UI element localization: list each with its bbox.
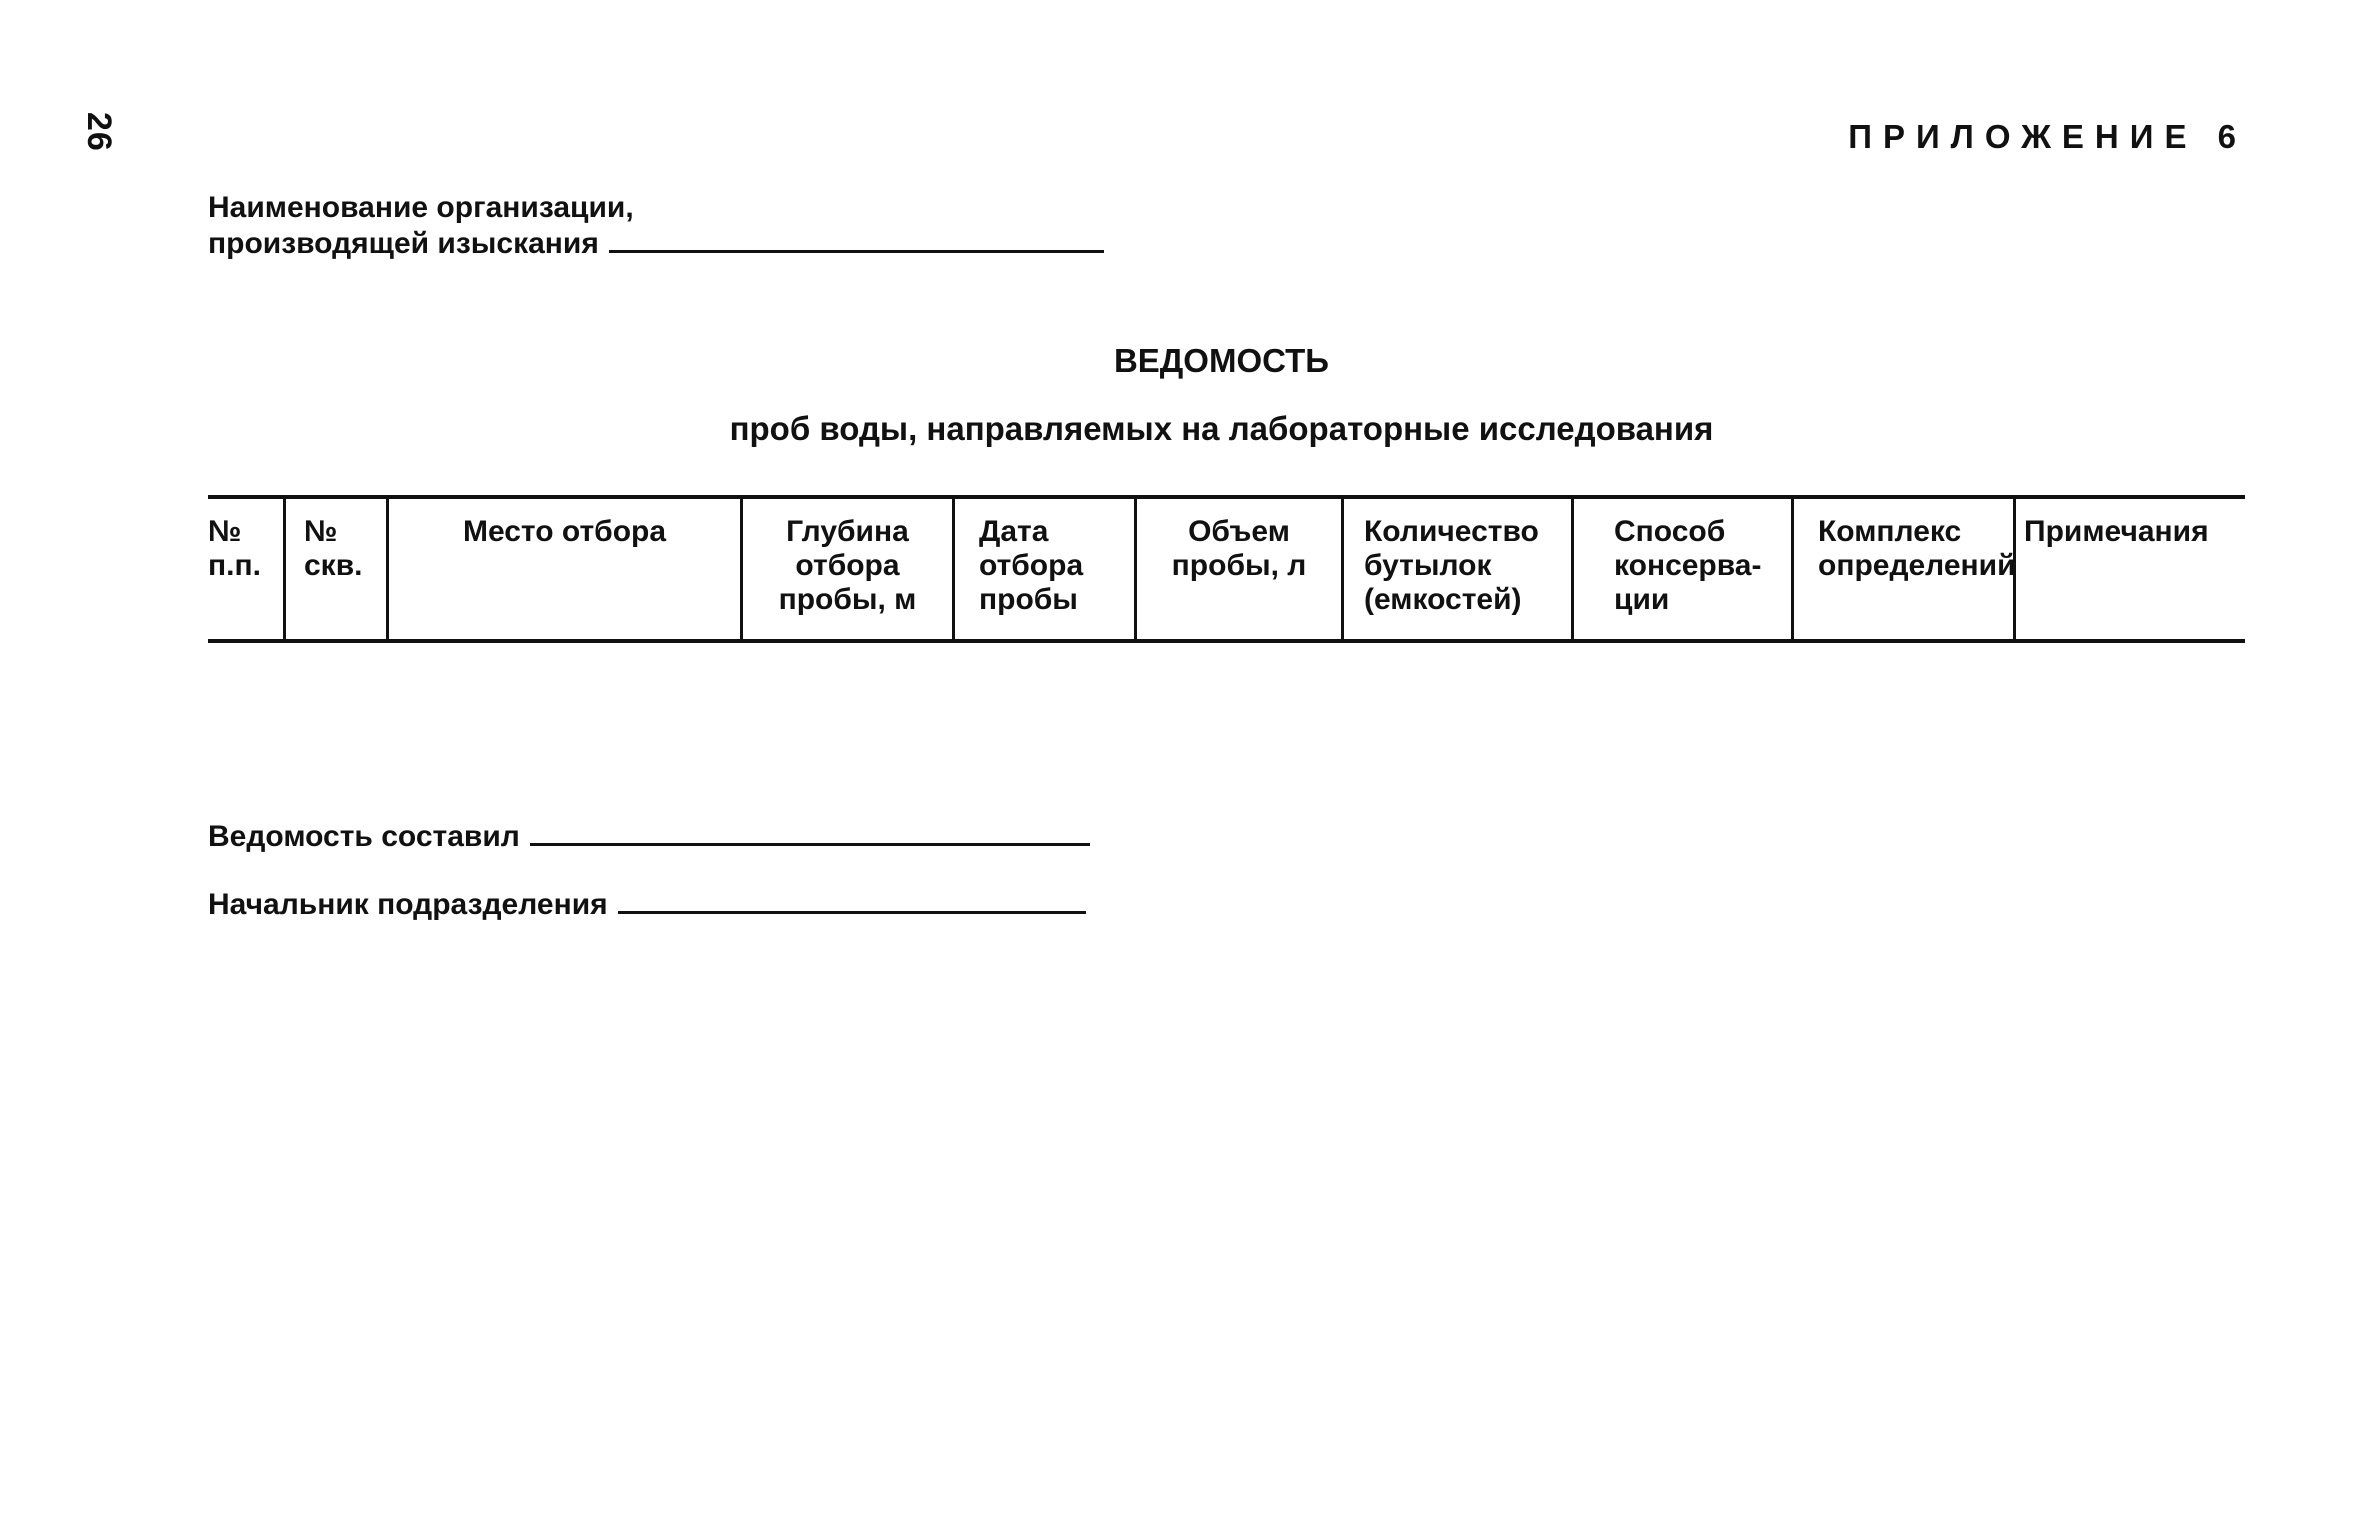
head-of-unit-field bbox=[208, 888, 1086, 922]
document-subtitle: проб воды, направляемых на лабораторные исследования bbox=[729, 410, 1714, 447]
organization-label-line1: Наименование организации, bbox=[208, 191, 634, 224]
column-header-well-number: № скв. bbox=[286, 499, 389, 639]
column-header-row-number: № п.п. bbox=[208, 499, 286, 639]
organization-field bbox=[208, 190, 1104, 262]
column-header-volume: Объем пробы, л bbox=[1137, 499, 1344, 639]
column-header-date: Дата отбора пробы bbox=[955, 499, 1137, 639]
compiled-by-label: Ведомость составил bbox=[208, 820, 520, 853]
column-header-preservation: Способ консерва- ции bbox=[1574, 499, 1794, 639]
organization-label-line2: производящей изыскания bbox=[208, 227, 599, 260]
column-header-bottle-count: Количество бутылок (емкостей) bbox=[1344, 499, 1574, 639]
head-of-unit-label: Начальник подразделения bbox=[208, 888, 608, 921]
organization-label-line2-row bbox=[208, 226, 1104, 262]
appendix-label: ПРИЛОЖЕНИЕ 6 bbox=[1848, 118, 2247, 155]
column-header-location: Место отбора bbox=[389, 499, 743, 639]
samples-table bbox=[208, 495, 2245, 643]
document-title: ВЕДОМОСТЬ bbox=[1113, 342, 1330, 379]
page-number: 26 bbox=[80, 112, 118, 152]
column-header-depth: Глубина отбора пробы, м bbox=[743, 499, 955, 639]
column-header-analysis-set: Комплекс определений bbox=[1794, 499, 2016, 639]
compiled-by-field bbox=[208, 820, 1090, 854]
column-header-notes: Примечания bbox=[2024, 515, 2209, 548]
head-of-unit-blank-line bbox=[618, 891, 1086, 914]
compiled-by-blank-line bbox=[530, 823, 1090, 846]
organization-blank-line bbox=[609, 230, 1104, 253]
